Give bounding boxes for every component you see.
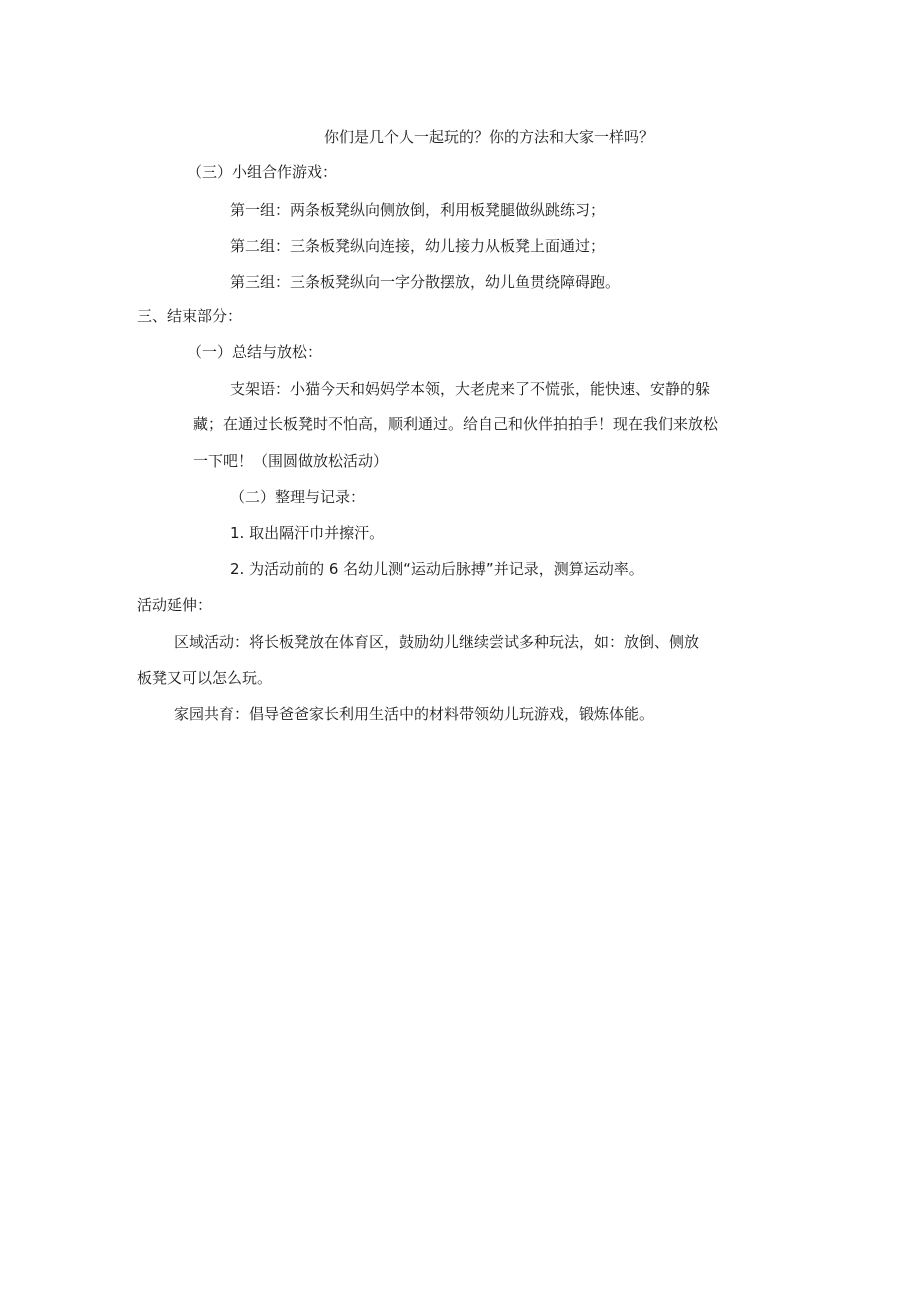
group-three-text: 第三组：三条板凳纵向一字分散摆放，幼儿鱼贯绕障碍跑。 [230,273,621,291]
group-one-text: 第一组：两条板凳纵向侧放倒，利用板凳腿做纵跳练习； [230,201,606,219]
record-heading: （二）整理与记录： [230,488,366,506]
step-two-text: 2. 为活动前的 6 名幼儿测“运动后脉搏”并记录，测算运动率。 [230,560,644,578]
area-activity-line-2: 板凳又可以怎么玩。 [137,669,273,687]
extension-heading: 活动延伸： [137,596,213,614]
area-activity-line-1: 区域活动：将长板凳放在体育区，鼓励幼儿继续尝试多种玩法，如：放倒、侧放 [174,633,700,651]
summary-heading: （一）总结与放松： [187,343,323,361]
home-cooperation-line: 家园共育：倡导爸爸家长利用生活中的材料带领幼儿玩游戏，锻炼体能。 [174,705,655,723]
question-line: 你们是几个人一起玩的？你的方法和大家一样吗？ [324,128,655,146]
ending-heading: 三、结束部分： [137,307,243,325]
group-game-heading: （三）小组合作游戏： [187,163,338,181]
support-line-1: 支架语：小猫今天和妈妈学本领，大老虎来了不慌张，能快速、安静的躲 [230,380,711,398]
support-line-3: 一下吧！（围圆做放松活动） [193,452,389,470]
support-line-2: 藏；在通过长板凳时不怕高，顺利通过。给自己和伙伴拍拍手！现在我们来放松 [193,415,719,433]
group-two-text: 第二组：三条板凳纵向连接，幼儿接力从板凳上面通过； [230,237,606,255]
step-one-text: 1. 取出隔汗巾并擦汗。 [230,524,385,542]
